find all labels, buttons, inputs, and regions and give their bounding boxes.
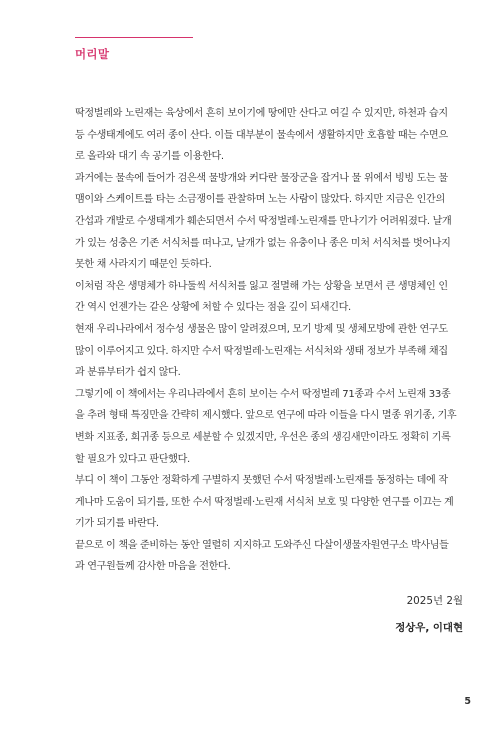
body-line: 현재 우리나라에서 정수성 생물은 많이 알려졌으며, 모기 방제 및 생체모방에 관한 연구도 bbox=[75, 323, 448, 335]
body-line: 간섭과 개발로 수생태계가 훼손되면서 수서 딱정벌레·노린재를 만나기가 어려워졌다. 날개 bbox=[75, 215, 452, 227]
body-line: 과거에는 물속에 들어가 검은색 물방개와 커다란 물장군을 잡거나 물 위에서 빙빙 도는 물 bbox=[75, 172, 448, 184]
body-line: 을 추려 형태 특징만을 간략히 제시했다. 앞으로 연구에 따라 이들을 다시 멸종 위기종, 기후 bbox=[75, 410, 457, 422]
body-line: 끝으로 이 책을 준비하는 동안 열렬히 지지하고 도와주신 다살이생물자원연구소 박사님들 bbox=[75, 539, 449, 551]
body-line: 등 수생태계에도 여러 종이 산다. 이들 대부분이 물속에서 생활하지만 호흡할 때는 수면으 bbox=[75, 129, 448, 141]
body-line: 간 역시 언젠가는 같은 상황에 처할 수 있다는 점을 깊이 되새긴다. bbox=[75, 302, 351, 314]
body-line: 많이 이루어지고 있다. 하지만 수서 딱정벌레·노린재는 서식처와 생태 정보가 부족해 채집 bbox=[75, 345, 448, 357]
preface-body bbox=[75, 103, 461, 578]
body-line: 가 있는 성충은 기존 서식처를 떠나고, 날개가 없는 유충이나 종은 미처 서식처를 벗어나지 bbox=[75, 237, 451, 249]
header-rule bbox=[75, 37, 193, 38]
body-line: 기가 되기를 바란다. bbox=[75, 518, 159, 530]
signature-date: 2025년 2월 bbox=[406, 595, 463, 607]
body-line: 변화 지표종, 희귀종 등으로 세분할 수 있겠지만, 우선은 종의 생김새만이라도 정확히 기록 bbox=[75, 431, 451, 443]
body-line: 과 분류부터가 쉽지 않다. bbox=[75, 367, 181, 379]
signature-authors: 정상우, 이대현 bbox=[395, 622, 463, 634]
page-title: 머리말 bbox=[75, 47, 110, 61]
body-line: 로 올라와 대기 속 공기를 이용한다. bbox=[75, 151, 224, 163]
body-line: 이처럼 작은 생명체가 하나둘씩 서식처를 잃고 절멸해 가는 상황을 보면서 큰 생명체인 인 bbox=[75, 280, 448, 292]
body-line: 못한 채 사라지기 때문인 듯하다. bbox=[75, 259, 212, 271]
page-number: 5 bbox=[464, 696, 471, 707]
body-line: 맴이와 스케이트를 타는 소금쟁이를 관찰하며 노는 사람이 많았다. 하지만 지금은 인간의 bbox=[75, 194, 445, 206]
body-line: 그렇기에 이 책에서는 우리나라에서 흔히 보이는 수서 딱정벌레 71종과 수서 노린재 33종 bbox=[75, 388, 451, 400]
body-line: 할 필요가 있다고 판단했다. bbox=[75, 453, 190, 465]
body-line: 게나마 도움이 되기를, 또한 수서 딱정벌레·노린재 서식처 보호 및 다양한 연구를 이끄는 계 bbox=[75, 496, 454, 508]
body-line: 부디 이 책이 그동안 정확하게 구별하지 못했던 수서 딱정벌레·노린재를 동정하는 데에 작 bbox=[75, 475, 448, 487]
body-line: 과 연구원들께 감사한 마음을 전한다. bbox=[75, 561, 231, 573]
body-line: 딱정벌레와 노린재는 육상에서 흔히 보이기에 땅에만 산다고 여길 수 있지만, 하천과 습지 bbox=[75, 108, 448, 119]
